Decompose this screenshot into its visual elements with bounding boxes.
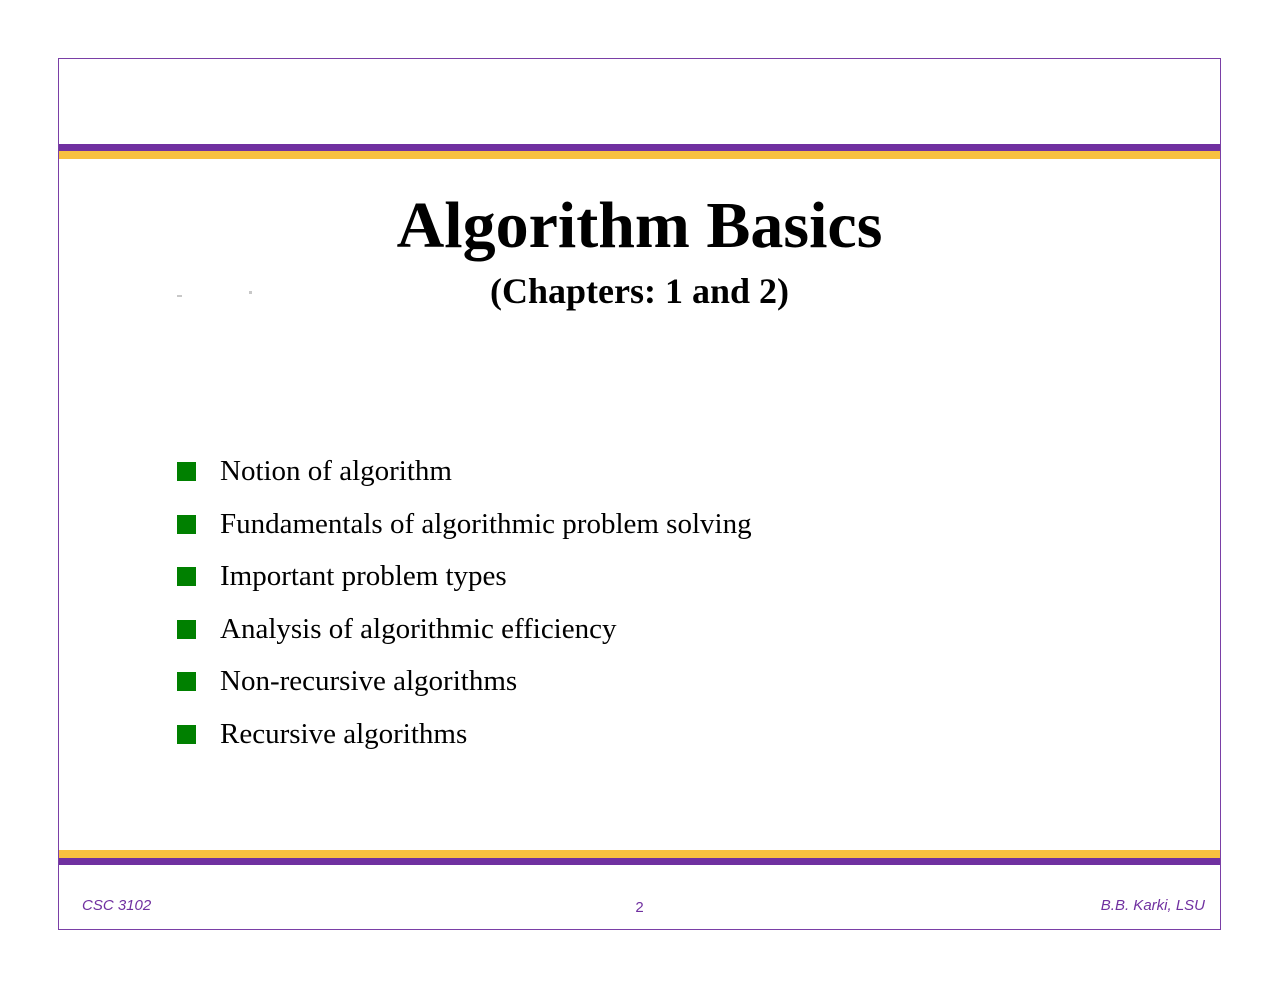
footer-gold-band [59,850,1220,858]
slide-frame [58,58,1221,930]
green-square-bullet-icon [177,567,196,586]
list-item [177,502,752,555]
footer-course: CSC 3102 [82,897,152,914]
bullet-list [177,449,752,765]
slide-subtitle: (Chapters: 1 and 2) [489,271,789,311]
bullet-text: Important problem types [220,560,507,593]
bullet-text: Fundamentals of algorithmic problem solving [220,507,752,540]
footer-purple-band [59,858,1220,865]
bullet-text: Recursive algorithms [220,717,468,750]
speck-mark [249,291,252,294]
list-item [177,449,752,502]
bullet-text: Analysis of algorithmic efficiency [220,612,617,645]
green-square-bullet-icon [177,672,196,691]
list-item [177,607,752,660]
list-item [177,712,752,765]
footer-author: B.B. Karki, LSU [1100,897,1205,914]
bullet-text: Notion of algorithm [220,455,452,487]
green-square-bullet-icon [177,515,196,534]
slide-title: Algorithm Basics [396,189,883,262]
speck-mark [177,295,182,297]
footer-page-number: 2 [635,899,644,916]
list-item [177,554,752,607]
header-purple-band [59,144,1220,151]
green-square-bullet-icon [177,462,196,481]
bullet-text: Non-recursive algorithms [220,665,518,698]
list-item [177,659,752,712]
green-square-bullet-icon [177,620,196,639]
header-gold-band [59,151,1220,159]
green-square-bullet-icon [177,725,196,744]
